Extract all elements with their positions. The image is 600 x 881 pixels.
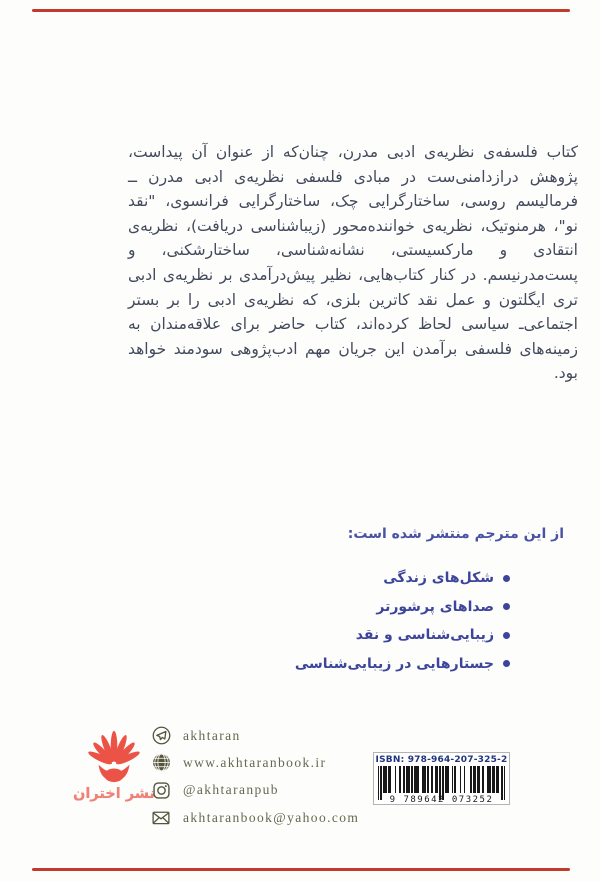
book-title: جستارهایی در زیبایی‌شناسی	[294, 655, 494, 672]
publisher-flower-logo	[83, 726, 145, 784]
book-title: زیبایی‌شناسی و نقد	[355, 627, 494, 644]
bullet-icon	[503, 660, 510, 667]
bullet-icon	[503, 575, 510, 582]
contact-row	[150, 804, 359, 831]
top-rule	[32, 9, 570, 12]
contact-row	[150, 749, 359, 776]
globe-icon	[150, 752, 172, 774]
barcode-digits: 9 789642 073252	[389, 795, 494, 805]
book-list	[295, 564, 510, 678]
bullet-icon	[503, 603, 510, 610]
contact-row	[150, 722, 359, 749]
contact-label: akhtaran	[183, 727, 241, 743]
contact-row	[150, 777, 359, 804]
contact-label: www.akhtaranbook.ir	[183, 754, 327, 770]
email-icon	[150, 807, 172, 829]
book-list-item	[295, 621, 510, 650]
bottom-rule	[32, 868, 570, 871]
translator-section-heading: از این مترجم منتشر شده است:	[347, 526, 564, 542]
contact-label: @akhtaranpub	[183, 782, 279, 798]
synopsis-paragraph: کتاب فلسفه‌ی نظریه‌ی ادبی مدرن، چنان‌که از عنوان آن پیداست، پژوهش درازدامنی‌ست در مبادی فلسفی نظریه‌ی ادبی مدرن ــ فرمالیسم روسی، ساختارگرایی چک، ساختارگرایی فرانسوی، "نقد نو"، هرمنوتیک، نظریه‌ی خواننده‌محور (زیباشناسی دریافت)، نظریه‌ی انتقادی و مارکسیستی، نشانه‌شناسی، ساختارشکنی، و پست‌مدرنیسم. در کنار کتاب‌هایی، نظیر پیش‌درآمدی بر نظریه‌ی ادبی تری ایگلتون و عمل نقد کاترین بلزی، که نظریه‌ی ادبی را بر بستر اجتماعی‌ـ سیاسی لحاظ کرده‌اند، کتاب حاضر برای علاقه‌مندان به زمینه‌های فلسفی برآمدن این جریان مهم ادب‌پژوهی سودمند خواهد بود.	[128, 143, 578, 383]
isbn-label: ISBN: 978-964-207-325-2	[375, 755, 508, 765]
bullet-icon	[503, 632, 510, 639]
book-list-item	[295, 650, 510, 679]
isbn-barcode	[373, 752, 510, 805]
telegram-icon	[150, 725, 172, 747]
book-list-item	[295, 564, 510, 593]
contact-label: akhtaranbook@yahoo.com	[183, 809, 360, 825]
contact-list	[150, 722, 359, 831]
book-title: شکل‌های زندگی	[383, 570, 494, 587]
publisher-name: نشر اختران	[73, 786, 155, 802]
book-list-item	[295, 593, 510, 622]
book-title: صداهای پرشورتر	[376, 598, 494, 615]
instagram-icon	[150, 779, 172, 801]
